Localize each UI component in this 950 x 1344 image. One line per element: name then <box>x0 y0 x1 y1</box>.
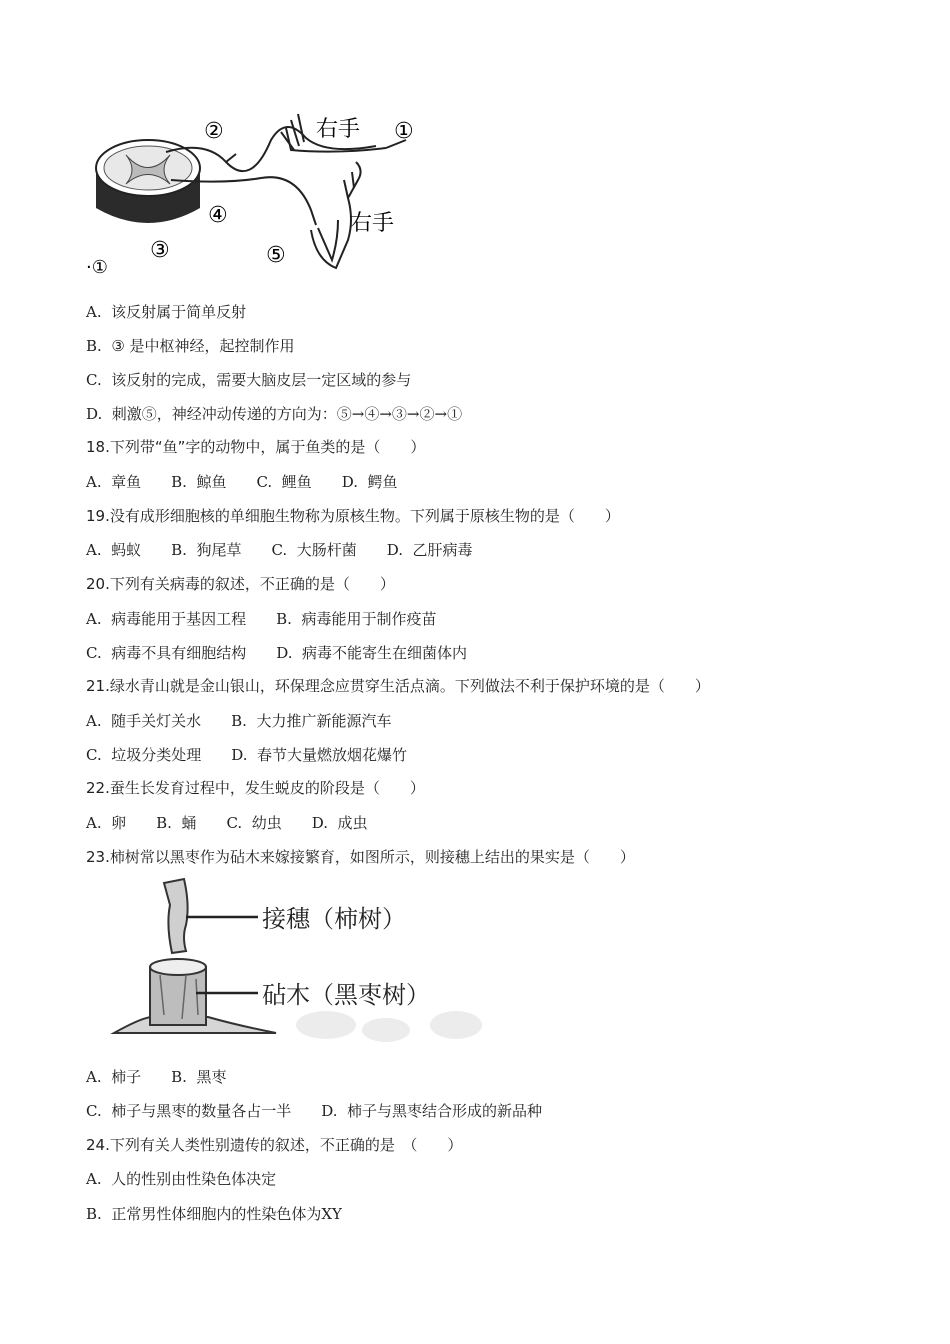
q20-stem: 20.下列有关病毒的叙述，不正确的是（ ） <box>86 575 395 593</box>
q20-options-row2[interactable]: C. 病毒不具有细胞结构 D. 病毒不能寄生在细菌体内 <box>86 644 468 662</box>
q21-stem: 21.绿水青山就是金山银山，环保理念应贯穿生活点滴。下列做法不利于保护环境的是（ ） <box>86 677 710 695</box>
q22-options[interactable]: A. 卵 B. 蛹 C. 幼虫 D. 成虫 <box>86 814 368 832</box>
q23-options-row1[interactable]: A. 柿子 B. 黑枣 <box>86 1068 227 1086</box>
q23-options-row2[interactable]: C. 柿子与黑枣的数量各占一半 D. 柿子与黑枣结合形成的新品种 <box>86 1102 543 1120</box>
label-2: ② <box>204 119 224 144</box>
reflex-arc-figure <box>86 110 456 285</box>
q22-stem: 22.蚕生长发育过程中，发生蜕皮的阶段是（ ） <box>86 779 425 797</box>
label-4: ④ <box>208 203 228 228</box>
q17-option-b[interactable]: B. ③ 是中枢神经，起控制作用 <box>86 337 295 355</box>
label-3: ③ <box>150 238 170 263</box>
q19-options[interactable]: A. 蚂蚁 B. 狗尾草 C. 大肠杆菌 D. 乙肝病毒 <box>86 541 473 559</box>
stray-label-1: ·① <box>86 257 108 278</box>
rootstock-drawing <box>114 959 276 1033</box>
rootstock-label: 砧木（黑枣树） <box>262 981 430 1009</box>
label-5: ⑤ <box>266 243 286 268</box>
q24-stem: 24.下列有关人类性别遗传的叙述，不正确的是 （ ） <box>86 1136 463 1154</box>
q23-stem: 23.柿树常以黑枣作为砧木来嫁接繁育，如图所示，则接穗上结出的果实是（ ） <box>86 848 635 866</box>
q19-stem: 19.没有成形细胞核的单细胞生物称为原核生物。下列属于原核生物的是（ ） <box>86 507 620 525</box>
q17-option-c[interactable]: C. 该反射的完成，需要大脑皮层一定区域的参与 <box>86 371 412 389</box>
q17-option-a[interactable]: A. 该反射属于简单反射 <box>86 303 247 321</box>
scion-label: 接穗（柿树） <box>262 905 406 933</box>
q20-options-row1[interactable]: A. 病毒能用于基因工程 B. 病毒能用于制作疫苗 <box>86 610 437 628</box>
q18-options[interactable]: A. 章鱼 B. 鲸鱼 C. 鲤鱼 D. 鳄鱼 <box>86 473 398 491</box>
q24-option-a[interactable]: A. 人的性别由性染色体决定 <box>86 1170 277 1188</box>
scion-drawing <box>164 879 258 953</box>
q18-stem: 18.下列带“鱼”字的动物中，属于鱼类的是（ ） <box>86 438 426 456</box>
q17-option-d[interactable]: D. 刺激⑤，神经冲动传递的方向为：⑤→④→③→②→① <box>86 405 463 423</box>
faint-watermark-shapes <box>296 1011 482 1042</box>
label-right-hand-bottom: 右手 <box>350 211 395 236</box>
q24-option-b[interactable]: B. 正常男性体细胞内的性染色体为XY <box>86 1205 342 1223</box>
label-right-hand-top: 右手 <box>316 117 361 142</box>
q21-options-row2[interactable]: C. 垃圾分类处理 D. 春节大量燃放烟花爆竹 <box>86 746 408 764</box>
label-1: ① <box>394 119 414 144</box>
grafting-figure <box>86 875 486 1055</box>
q21-options-row1[interactable]: A. 随手关灯关水 B. 大力推广新能源汽车 <box>86 712 392 730</box>
